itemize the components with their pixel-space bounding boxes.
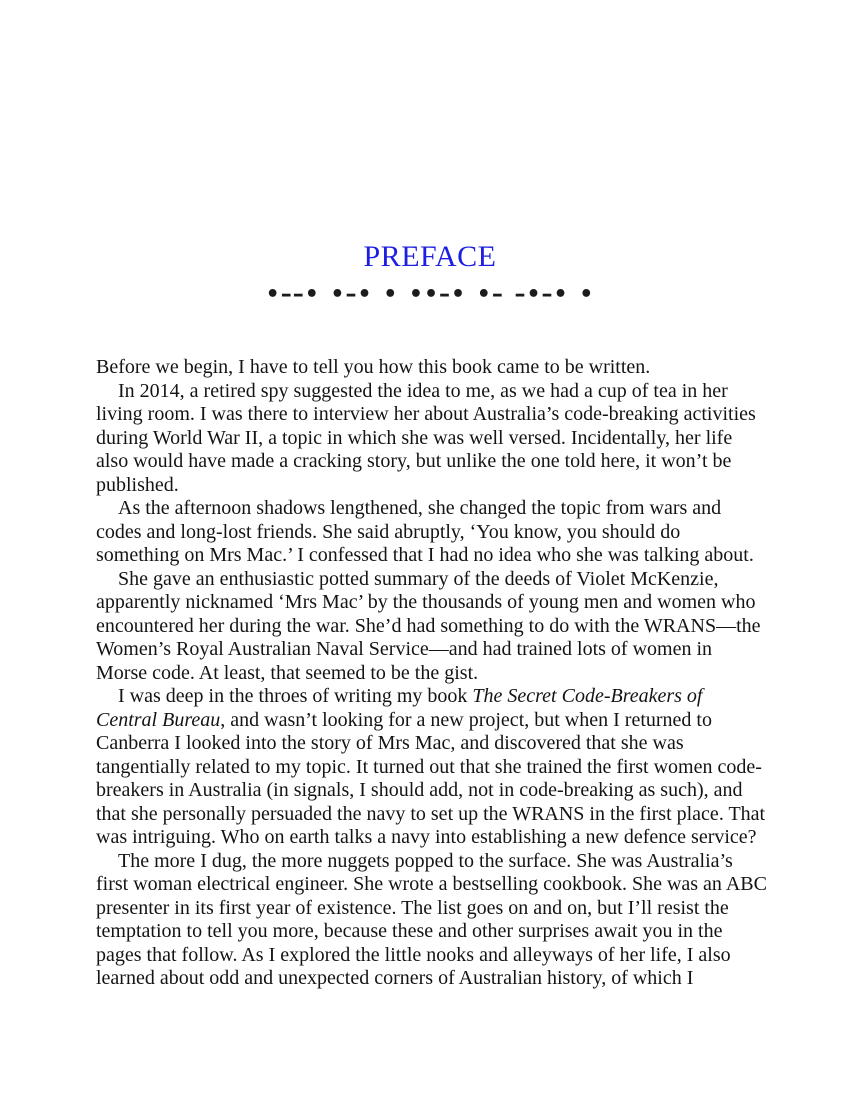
paragraph-text: The more I dug, the more nuggets popped to the surface. She was Australia’s first woman electrical engineer. She wrote a bestselling cookbook. She was an ABC presenter in its first year of existence. The list goes on and on, but I’ll resist the temptation to tell you more, because these and other surprises await you in the pages that follow. As I explored the little nooks and alleyways of her life, I also learned about odd and unexpected corners of Australian history, of which I <box>96 849 767 989</box>
paragraph <box>96 497 768 568</box>
paragraph <box>96 380 768 498</box>
paragraph-text: She gave an enthusiastic potted summary of the deeds of Violet McKenzie, apparently nicknamed ‘Mrs Mac’ by the thousands of young men and women who encountered her during the war. She’d had something to do with the WRANS—the Women’s Royal Australian Naval Service—and had trained lots of women in Morse code. At least, that seemed to be the gist. <box>96 567 761 684</box>
paragraph <box>96 685 768 850</box>
paragraph-text: I was deep in the throes of writing my book <box>118 685 473 707</box>
morse-code-ornament: •––• •–• • ••–• •– –•–• • <box>265 282 595 307</box>
book-title-italic: The Secret Code-Breakers of Central Bureau <box>96 685 703 731</box>
chapter-text <box>96 356 768 1026</box>
paragraph-text: In 2014, a retired spy suggested the idea to me, as we had a cup of tea in her living room. I was there to interview her about Australia’s code-breaking activities during World War II, a topic in which she was well versed. Incidentally, her life also would have made a cracking story, but unlike the one told here, it won’t be published. <box>96 379 756 496</box>
paragraph-text: , and wasn’t looking for a new project, but when I returned to Canberra I looked into the story of Mrs Mac, and discovered that she was tangentially related to my topic. It turned out that she trained the first women code-breakers in Australia (in signals, I should add, not in code-breaking as such), and that she personally persuaded the navy to set up the WRANS in the first place. That was intriguing. Who on earth talks a navy into establishing a new defence service? <box>96 708 766 848</box>
paragraph-text: As the afternoon shadows lengthened, she changed the topic from wars and codes and long-lost friends. She said abruptly, ‘You know, you should do something on Mrs Mac.’ I confessed that I had no idea who she was talking about. <box>96 497 754 566</box>
paragraph <box>96 356 768 380</box>
paragraph-text: Before we begin, I have to tell you how this book came to be written. <box>96 356 651 378</box>
paragraph <box>96 568 768 686</box>
chapter-title[interactable]: PREFACE <box>363 240 497 273</box>
paragraph <box>96 850 768 991</box>
